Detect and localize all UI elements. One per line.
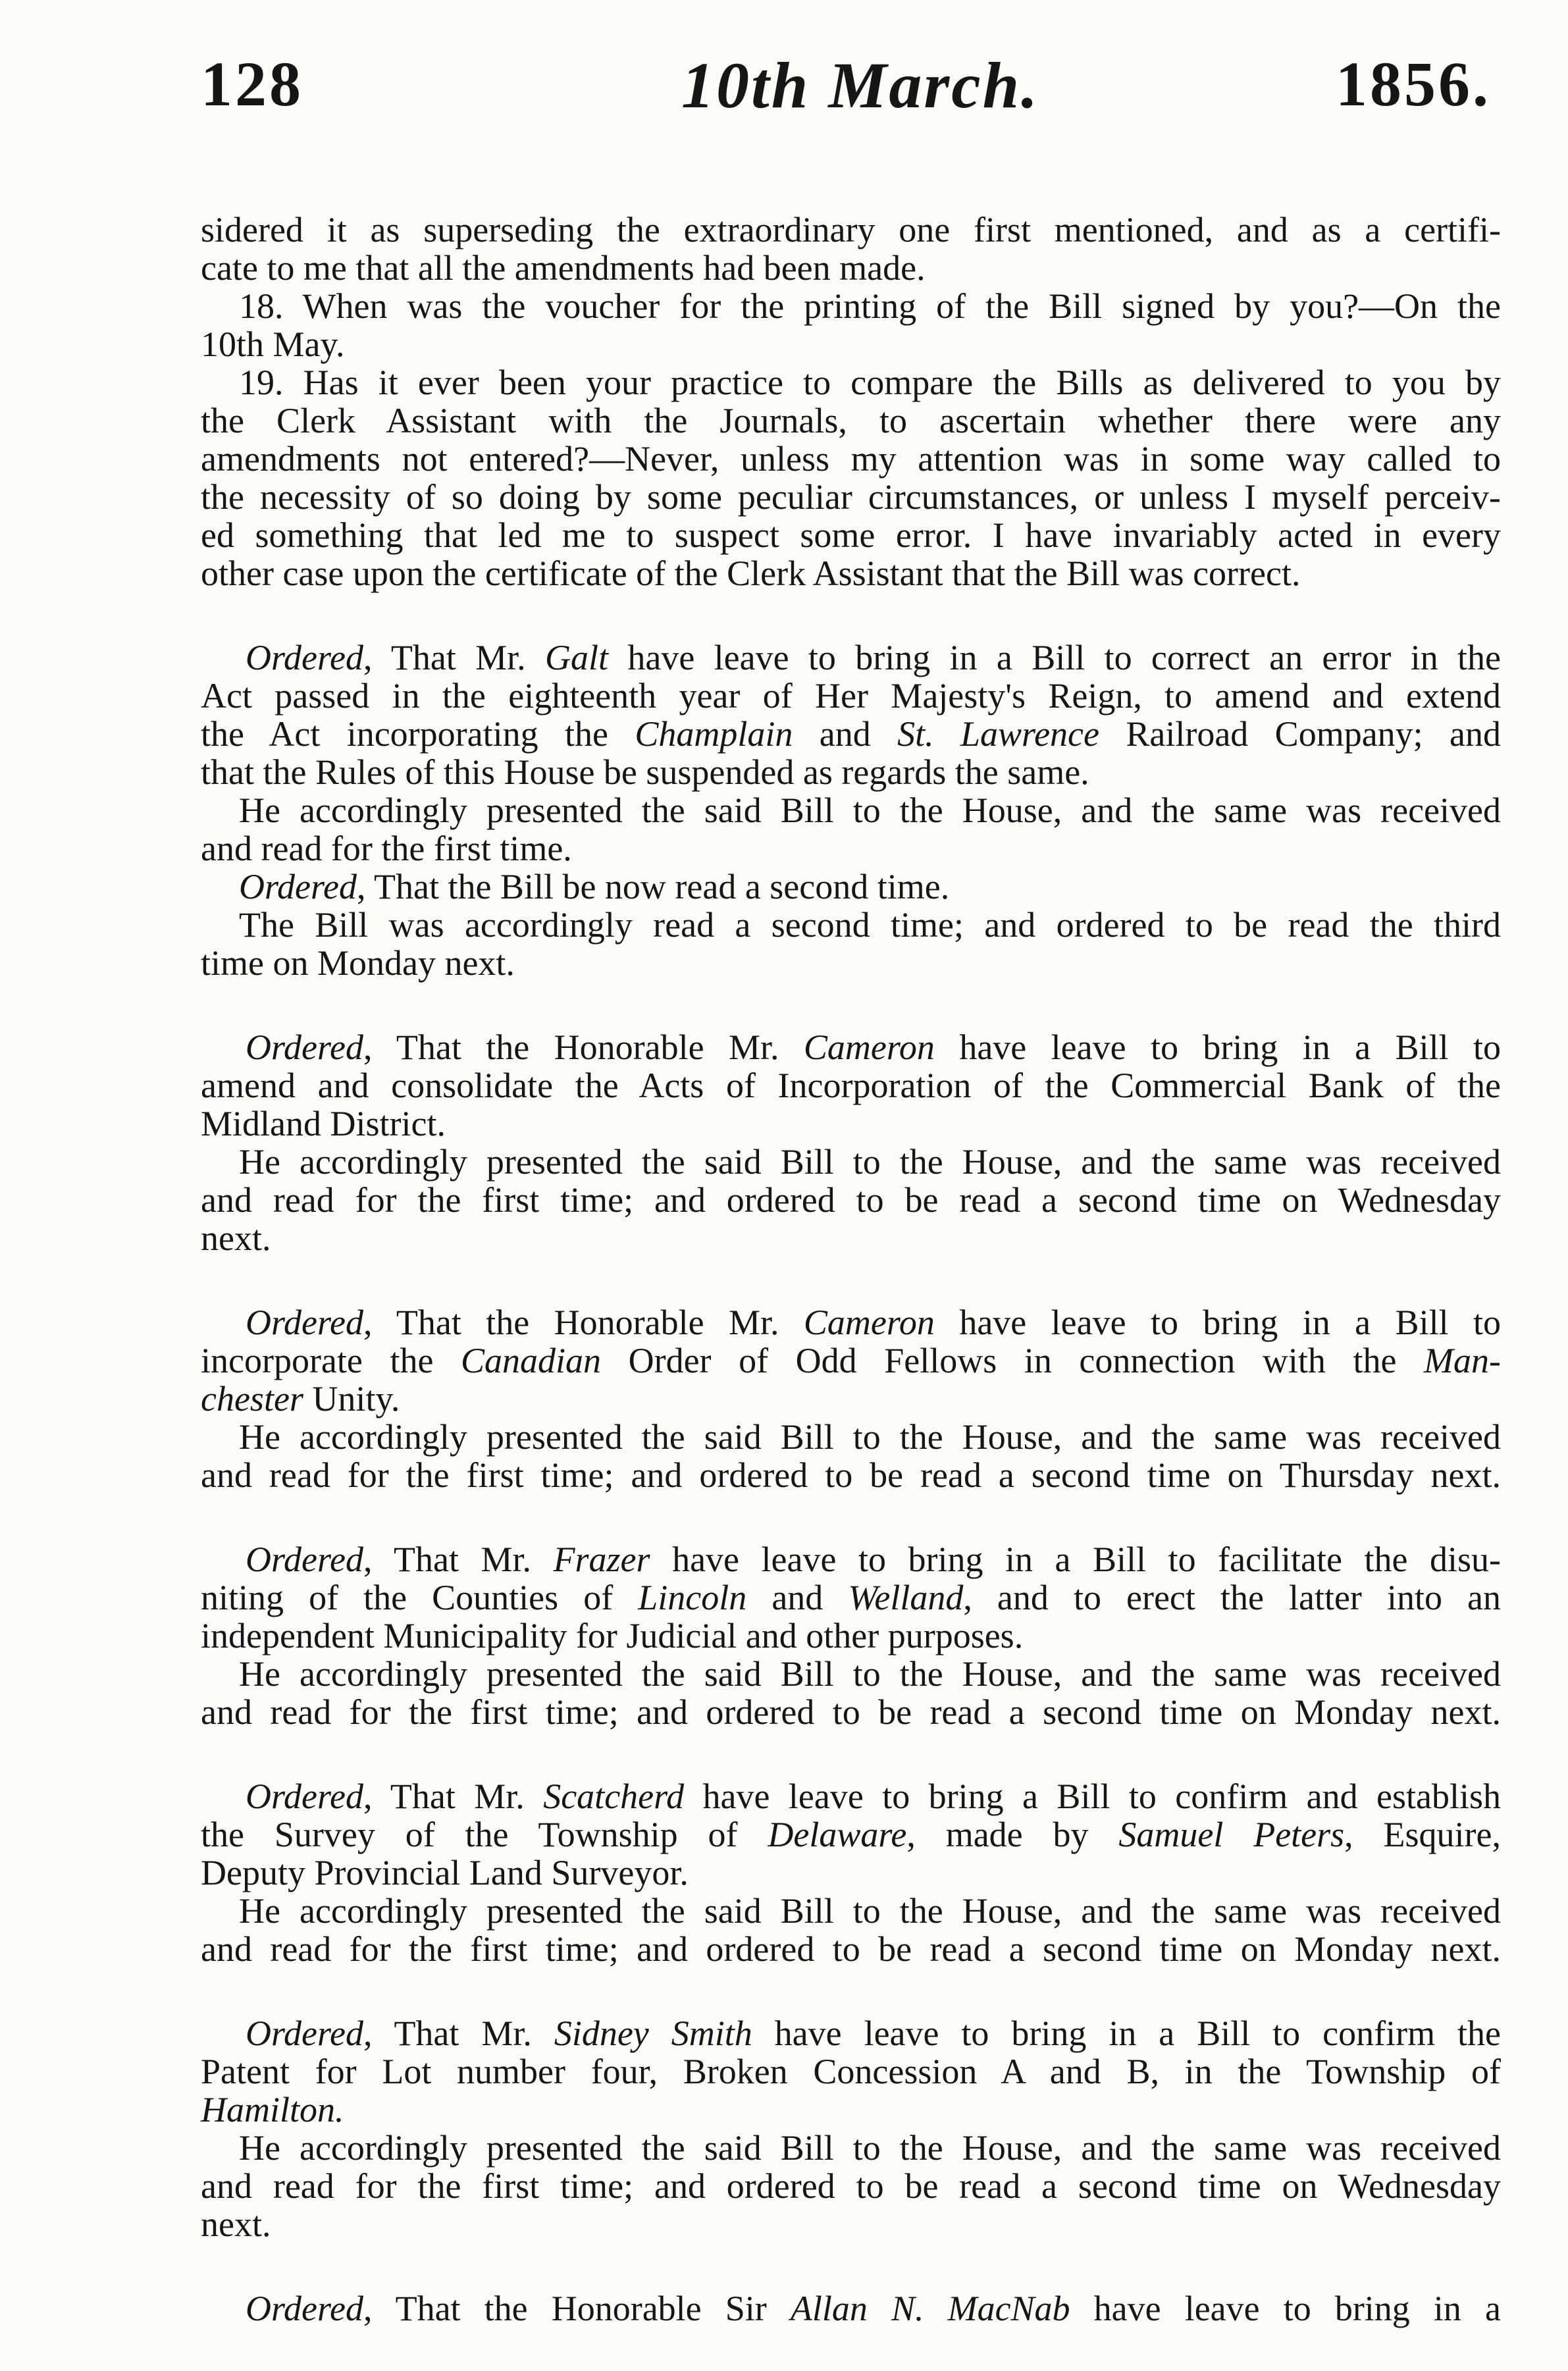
italic-text: Delaware — [768, 1815, 907, 1854]
text-line: and read for the first time; and ordered to be read a second time on Wednesday — [201, 2166, 1501, 2206]
text-line: 10th May. — [201, 325, 345, 364]
text-line: and read for the first time; and ordered to be read a second time on Monday next. — [201, 1692, 1501, 1732]
italic-text: Cameron — [803, 1303, 935, 1342]
italic-text: Allan N. MacNab — [790, 2289, 1070, 2328]
text-line: the Clerk Assistant with the Journals, to ascertain whether there were any — [201, 401, 1501, 440]
text-line — [201, 1028, 1501, 1066]
text-run: , That Mr. — [363, 2014, 554, 2053]
text-run: have leave to bring in a — [1070, 2289, 1501, 2328]
journal-entry — [201, 1303, 1501, 1494]
italic-text: St. Lawrence — [897, 714, 1099, 754]
italic-text: Canadian — [461, 1341, 602, 1380]
text-line: independent Municipality for Judicial and other purposes. — [201, 1616, 1024, 1655]
text-line — [201, 1540, 1501, 1578]
italic-text: Frazer — [553, 1540, 650, 1579]
journal-body — [201, 211, 1501, 2328]
text-run: the Survey of the Township of — [201, 1815, 768, 1854]
italic-text: Welland — [848, 1578, 964, 1617]
text-run: , That Mr. — [363, 638, 545, 677]
text-line: He accordingly presented the said Bill to the House, and the same was received — [239, 791, 1501, 830]
text-line: other case upon the certificate of the Clerk Assistant that the Bill was correct. — [201, 554, 1301, 593]
text-line — [201, 2289, 1501, 2328]
italic-text: Man- — [1424, 1341, 1501, 1380]
page-number: 128 — [201, 49, 303, 119]
text-run: Order of Odd Fellows in connection with the — [601, 1341, 1424, 1380]
text-line: the necessity of so doing by some peculiar circumstances, or unless I myself perceiv- — [201, 477, 1501, 517]
text-run: have leave to bring in a Bill to correct an error in the — [608, 638, 1502, 677]
paragraph-gap — [201, 1494, 1501, 1540]
italic-text: Ordered — [239, 867, 357, 906]
text-run: , Esquire, — [1344, 1815, 1501, 1854]
text-run: , That the Honorable Sir — [363, 2289, 791, 2328]
text-line — [201, 1777, 1501, 1815]
text-run: have leave to bring in a Bill to facilitate the disu- — [650, 1540, 1501, 1579]
text-run: , That the Bill be now read a second time. — [356, 867, 950, 906]
text-line: next. — [201, 2204, 271, 2244]
text-line: Deputy Provincial Land Surveyor. — [201, 1853, 689, 1892]
italic-text: Scatcherd — [543, 1777, 685, 1816]
journal-entry — [201, 638, 1501, 982]
journal-entry — [201, 1777, 1501, 1968]
text-run: , That the Honorable Mr. — [363, 1028, 804, 1067]
text-run: Unity. — [303, 1379, 400, 1419]
text-line — [201, 2091, 1501, 2129]
italic-text: Cameron — [803, 1028, 935, 1067]
text-line: amend and consolidate the Acts of Incorporation of the Commercial Bank of the — [201, 1066, 1501, 1105]
text-line: Act passed in the eighteenth year of Her Majesty's Reign, to amend and extend — [201, 676, 1501, 716]
text-run: , That the Honorable Mr. — [363, 1303, 804, 1342]
italic-text: Ordered — [246, 1540, 363, 1579]
italic-text: Ordered — [246, 638, 363, 677]
text-line — [201, 868, 1501, 906]
text-run: incorporate the — [201, 1341, 461, 1380]
italic-text: Sidney Smith — [554, 2014, 752, 2053]
text-line: Patent for Lot number four, Broken Concession A and B, in the Township of — [201, 2052, 1501, 2091]
journal-entry — [201, 1540, 1501, 1731]
text-line: cate to me that all the amendments had been made. — [201, 248, 926, 288]
text-run: , made by — [906, 1815, 1119, 1854]
text-run: niting of the Counties of — [201, 1578, 639, 1617]
italic-text: Ordered — [246, 2289, 363, 2328]
page-header — [201, 47, 1491, 140]
italic-text: Galt — [545, 638, 609, 677]
text-line — [201, 2014, 1501, 2052]
italic-text: Ordered — [246, 2014, 363, 2053]
paragraph-gap — [201, 1731, 1501, 1777]
text-line: 19. Has it ever been your practice to compare the Bills as delivered to you by — [239, 363, 1501, 402]
journal-entry — [201, 2289, 1501, 2328]
paragraph-gap — [201, 2243, 1501, 2289]
text-run: and — [793, 714, 898, 754]
text-run: have leave to bring in a Bill to confirm the — [752, 2014, 1501, 2053]
text-run: Railroad Company; and — [1099, 714, 1502, 754]
text-run: , That Mr. — [363, 1540, 554, 1579]
text-line — [201, 1342, 1501, 1380]
text-line: amendments not entered?—Never, unless my attention was in some way called to — [201, 439, 1501, 479]
text-line — [201, 1578, 1501, 1617]
running-date: 10th March. — [681, 49, 1040, 122]
paragraph-gap — [201, 1968, 1501, 2014]
text-line: Midland District. — [201, 1104, 446, 1143]
text-line: ed something that led me to suspect some error. I have invariably acted in every — [201, 515, 1501, 555]
text-line: He accordingly presented the said Bill to the House, and the same was received — [239, 2128, 1501, 2168]
text-run: , and to erect the latter into an — [963, 1578, 1502, 1617]
italic-text: Ordered — [246, 1777, 363, 1816]
text-line: and read for the first time; and ordered to be read a second time on Wednesday — [201, 1180, 1501, 1220]
text-line: The Bill was accordingly read a second time; and ordered to be read the third — [239, 905, 1501, 945]
text-run: and — [746, 1578, 849, 1617]
italic-text: Ordered — [246, 1028, 363, 1067]
text-run: have leave to bring in a Bill to — [934, 1028, 1501, 1067]
text-line — [201, 638, 1501, 677]
text-line: and read for the first time; and ordered to be read a second time on Monday next. — [201, 1929, 1501, 1969]
journal-entry — [201, 1028, 1501, 1257]
italic-text: Hamilton. — [201, 2090, 344, 2129]
text-line: and read for the first time. — [201, 829, 572, 868]
text-line: and read for the first time; and ordered to be read a second time on Thursday next. — [201, 1455, 1501, 1495]
text-line: next. — [201, 1218, 271, 1258]
journal-entry — [201, 2014, 1501, 2243]
paragraph-gap — [201, 1257, 1501, 1303]
text-run: have leave to bring in a Bill to — [934, 1303, 1501, 1342]
text-line — [201, 1815, 1501, 1854]
text-line — [201, 1303, 1501, 1342]
text-line: He accordingly presented the said Bill to the House, and the same was received — [239, 1142, 1501, 1182]
paragraph-gap — [201, 982, 1501, 1028]
text-run: the Act incorporating the — [201, 714, 635, 754]
italic-text: Champlain — [635, 714, 793, 754]
running-year: 1856. — [1336, 49, 1491, 119]
italic-text: chester — [201, 1379, 303, 1419]
italic-text: Ordered — [246, 1303, 363, 1342]
text-run: , That Mr. — [363, 1777, 544, 1816]
text-line: 18. When was the voucher for the printing of the Bill signed by you?—On the — [239, 286, 1501, 326]
text-line — [201, 1380, 1501, 1418]
journal-entry — [201, 211, 1501, 592]
text-line: He accordingly presented the said Bill to the House, and the same was received — [239, 1891, 1501, 1931]
text-line: sidered it as superseding the extraordinary one first mentioned, and as a certifi- — [201, 210, 1501, 249]
text-line: He accordingly presented the said Bill to the House, and the same was received — [239, 1417, 1501, 1457]
italic-text: Lincoln — [638, 1578, 747, 1617]
text-line: that the Rules of this House be suspended as regards the same. — [201, 752, 1089, 792]
italic-text: Samuel Peters — [1118, 1815, 1345, 1854]
text-line: time on Monday next. — [201, 943, 515, 983]
paragraph-gap — [201, 592, 1501, 638]
text-line — [201, 715, 1501, 753]
text-line: He accordingly presented the said Bill to the House, and the same was received — [239, 1654, 1501, 1694]
text-run: have leave to bring a Bill to confirm and establish — [684, 1777, 1501, 1816]
